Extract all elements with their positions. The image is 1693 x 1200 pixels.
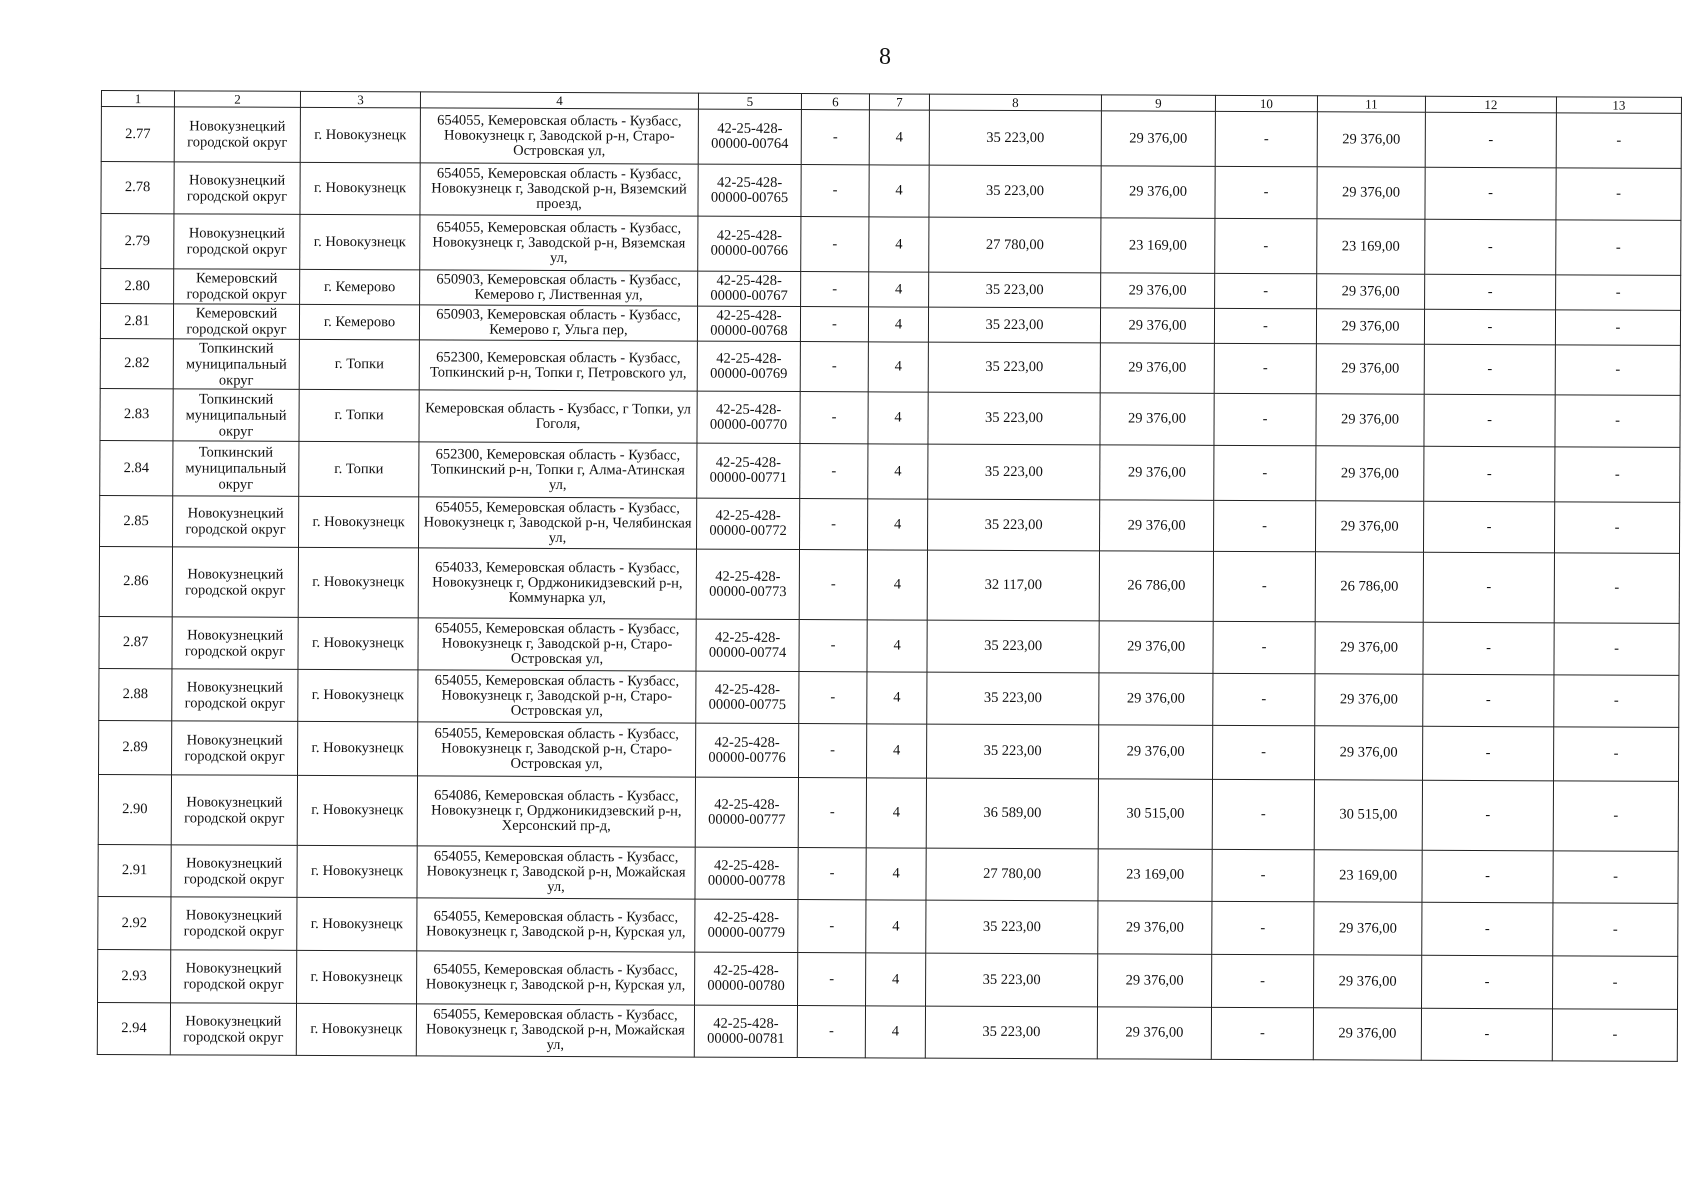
col10-cell: - xyxy=(1214,445,1316,500)
row-number: 2.84 xyxy=(100,440,173,495)
col13-cell: - xyxy=(1553,903,1678,957)
col9-value-cell: 29 376,00 xyxy=(1098,901,1212,954)
city-cell: г. Новокузнецк xyxy=(298,547,418,618)
address-cell: 654055, Кемеровская область - Кузбасс, Новокузнецк г, Заводской р-н, Старо-Островская ул, xyxy=(420,108,698,164)
municipality-cell: Новокузнецкий городской округ xyxy=(172,721,298,776)
col9-value-cell: 29 376,00 xyxy=(1100,445,1214,500)
col11-value-cell: 29 376,00 xyxy=(1315,622,1423,674)
city-cell: г. Новокузнецк xyxy=(300,107,420,163)
col8-value-cell: 35 223,00 xyxy=(925,1006,1097,1059)
col10-cell: - xyxy=(1215,111,1317,166)
address-cell: 654055, Кемеровская область - Кузбасс, Новокузнецк г, Заводской р-н, Вяземская ул, xyxy=(420,215,698,271)
municipality-cell: Новокузнецкий городской округ xyxy=(171,845,297,898)
col11-value-cell: 29 376,00 xyxy=(1316,446,1424,501)
col8-value-cell: 27 780,00 xyxy=(926,848,1098,901)
col9-value-cell: 29 376,00 xyxy=(1097,1007,1211,1059)
table-row xyxy=(99,616,1679,675)
col13-cell: - xyxy=(1555,395,1680,448)
address-cell: 654055, Кемеровская область - Кузбасс, Новокузнецк г, Заводской р-н, Вяземский проезд, xyxy=(420,163,698,216)
column-number-header: 9 xyxy=(1101,95,1215,111)
register-table-body xyxy=(97,107,1681,1062)
col8-value-cell: 35 223,00 xyxy=(928,307,1100,343)
col6-cell: - xyxy=(801,272,869,307)
col7-cell: 4 xyxy=(866,953,926,1006)
col7-cell: 4 xyxy=(869,165,929,217)
address-cell: 652300, Кемеровская область - Кузбасс, Топкинский р-н, Топки г, Алма-Атинская ул, xyxy=(419,442,697,498)
col10-cell: - xyxy=(1213,621,1315,673)
address-cell: 650903, Кемеровская область - Кузбасс, Кемерово г, Ульга пер, xyxy=(419,305,697,341)
row-number: 2.88 xyxy=(99,668,172,720)
col7-cell: 4 xyxy=(868,392,928,444)
col6-cell: - xyxy=(799,672,867,724)
col13-cell: - xyxy=(1556,220,1681,276)
object-code-cell: 42-25-428-00000-00768 xyxy=(697,306,800,341)
address-cell: 654055, Кемеровская область - Кузбасс, Новокузнецк г, Заводской р-н, Можайская ул, xyxy=(417,846,695,899)
table-row xyxy=(99,668,1679,727)
row-number: 2.86 xyxy=(99,546,172,616)
municipality-cell: Топкинский муниципальный округ xyxy=(173,441,299,497)
table-row xyxy=(100,388,1680,447)
col13-cell: - xyxy=(1555,447,1680,503)
column-number-header: 13 xyxy=(1556,97,1681,114)
col10-cell: - xyxy=(1214,343,1316,393)
col11-value-cell: 29 376,00 xyxy=(1316,394,1424,446)
col13-cell: - xyxy=(1553,781,1678,852)
page-number: 8 xyxy=(879,44,891,70)
col9-value-cell: 29 376,00 xyxy=(1101,111,1215,166)
address-cell: 654055, Кемеровская область - Кузбасс, Новокузнецк г, Заводской р-н, Можайская ул, xyxy=(416,1004,694,1057)
row-number: 2.79 xyxy=(101,214,174,269)
city-cell: г. Новокузнецк xyxy=(297,897,417,951)
object-code-cell: 42-25-428-00000-00778 xyxy=(695,847,798,899)
col13-cell: - xyxy=(1554,502,1679,554)
col7-cell: 4 xyxy=(867,620,927,672)
col8-value-cell: 35 223,00 xyxy=(929,110,1101,166)
col6-cell: - xyxy=(799,620,867,672)
col10-cell: - xyxy=(1211,1007,1313,1059)
col6-cell: - xyxy=(799,724,867,778)
col7-cell: 4 xyxy=(867,672,927,724)
col9-value-cell: 29 376,00 xyxy=(1099,621,1213,673)
municipality-cell: Новокузнецкий городской округ xyxy=(170,1003,296,1056)
col8-value-cell: 35 223,00 xyxy=(929,165,1101,218)
col8-value-cell: 35 223,00 xyxy=(927,672,1099,725)
col9-value-cell: 29 376,00 xyxy=(1101,273,1215,308)
col9-value-cell: 30 515,00 xyxy=(1098,779,1212,849)
table-row xyxy=(98,949,1678,1009)
city-cell: г. Новокузнецк xyxy=(297,950,417,1004)
col9-value-cell: 29 376,00 xyxy=(1099,673,1213,725)
column-number-header: 7 xyxy=(869,94,929,110)
municipality-cell: Новокузнецкий городской округ xyxy=(171,775,297,846)
col12-cell: - xyxy=(1424,309,1555,345)
col8-value-cell: 35 223,00 xyxy=(927,724,1099,779)
col7-cell: 4 xyxy=(867,550,927,620)
city-cell: г. Топки xyxy=(299,339,419,390)
city-cell: г. Новокузнецк xyxy=(297,775,417,846)
address-cell: 654055, Кемеровская область - Кузбасс, Новокузнецк г, Заводской р-н, Старо-Островская ул, xyxy=(418,618,696,671)
col9-value-cell: 23 169,00 xyxy=(1101,218,1215,273)
col10-cell: - xyxy=(1215,273,1317,308)
object-code-cell: 42-25-428-00000-00775 xyxy=(696,671,799,723)
col13-cell: - xyxy=(1554,623,1679,676)
col13-cell: - xyxy=(1556,275,1681,311)
object-code-cell: 42-25-428-00000-00774 xyxy=(696,619,799,671)
col7-cell: 4 xyxy=(868,499,928,550)
col6-cell: - xyxy=(797,1006,865,1058)
object-code-cell: 42-25-428-00000-00780 xyxy=(695,952,798,1005)
col12-cell: - xyxy=(1425,274,1556,310)
object-code-cell: 42-25-428-00000-00773 xyxy=(696,549,799,619)
col7-cell: 4 xyxy=(869,272,929,307)
column-number-header: 6 xyxy=(801,94,869,110)
address-cell: 654055, Кемеровская область - Кузбасс, Новокузнецк г, Заводской р-н, Курская ул, xyxy=(417,951,695,1005)
row-number: 2.89 xyxy=(99,720,172,774)
object-code-cell: 42-25-428-00000-00766 xyxy=(698,216,801,271)
table-row xyxy=(98,896,1678,956)
col11-value-cell: 26 786,00 xyxy=(1315,552,1423,622)
col7-cell: 4 xyxy=(868,307,928,342)
table-row xyxy=(101,107,1681,169)
address-cell: 650903, Кемеровская область - Кузбасс, Кемерово г, Лиственная ул, xyxy=(420,270,698,306)
table-row xyxy=(99,546,1679,623)
municipality-cell: Новокузнецкий городской округ xyxy=(174,162,300,215)
table-row xyxy=(100,495,1680,553)
object-code-cell: 42-25-428-00000-00769 xyxy=(697,341,800,391)
col10-cell: - xyxy=(1215,218,1317,273)
city-cell: г. Новокузнецк xyxy=(300,214,420,270)
city-cell: г. Новокузнецк xyxy=(299,496,419,548)
col7-cell: 4 xyxy=(866,778,926,848)
col6-cell: - xyxy=(800,392,868,444)
col6-cell: - xyxy=(801,110,869,165)
col12-cell: - xyxy=(1425,167,1556,220)
col6-cell: - xyxy=(800,499,868,550)
col13-cell: - xyxy=(1553,956,1678,1010)
col12-cell: - xyxy=(1423,622,1554,675)
col8-value-cell: 35 223,00 xyxy=(928,499,1100,551)
municipality-cell: Кемеровский городской округ xyxy=(174,269,300,305)
row-number: 2.81 xyxy=(100,304,173,339)
municipality-cell: Топкинский муниципальный округ xyxy=(173,339,299,390)
col11-value-cell: 29 376,00 xyxy=(1316,344,1424,394)
municipality-cell: Топкинский муниципальный округ xyxy=(173,389,299,442)
col10-cell: - xyxy=(1212,849,1314,901)
col10-cell: - xyxy=(1213,551,1315,621)
col10-cell: - xyxy=(1212,954,1314,1007)
column-number-header: 3 xyxy=(300,91,420,108)
col8-value-cell: 35 223,00 xyxy=(926,900,1098,954)
city-cell: г. Новокузнецк xyxy=(298,721,418,776)
col7-cell: 4 xyxy=(866,900,926,953)
column-number-header: 5 xyxy=(698,93,801,109)
col13-cell: - xyxy=(1555,345,1680,396)
col10-cell: - xyxy=(1214,308,1316,343)
object-code-cell: 42-25-428-00000-00771 xyxy=(697,443,800,498)
col13-cell: - xyxy=(1555,310,1680,346)
row-number: 2.85 xyxy=(100,495,173,546)
column-number-header: 8 xyxy=(929,94,1101,111)
column-number-header: 10 xyxy=(1215,95,1317,111)
city-cell: г. Новокузнецк xyxy=(298,669,418,722)
col13-cell: - xyxy=(1554,553,1679,624)
col11-value-cell: 29 376,00 xyxy=(1315,501,1423,552)
col6-cell: - xyxy=(800,342,868,392)
table-row xyxy=(100,338,1680,395)
object-code-cell: 42-25-428-00000-00772 xyxy=(697,498,800,549)
col6-cell: - xyxy=(800,307,868,342)
col7-cell: 4 xyxy=(868,342,928,392)
col9-value-cell: 29 376,00 xyxy=(1100,308,1214,343)
col7-cell: 4 xyxy=(867,724,927,778)
col7-cell: 4 xyxy=(868,444,928,499)
col8-value-cell: 27 780,00 xyxy=(929,217,1101,273)
row-number: 2.87 xyxy=(99,616,172,668)
object-code-cell: 42-25-428-00000-00770 xyxy=(697,391,800,443)
col12-cell: - xyxy=(1424,344,1555,395)
col12-cell: - xyxy=(1422,902,1553,956)
address-cell: 654033, Кемеровская область - Кузбасс, Новокузнецк г, Орджоникидзевский р-н, Коммунарка ул, xyxy=(418,548,696,619)
col11-value-cell: 29 376,00 xyxy=(1317,112,1425,167)
col12-cell: - xyxy=(1425,219,1556,275)
municipality-cell: Новокузнецкий городской округ xyxy=(172,617,298,670)
address-cell: 652300, Кемеровская область - Кузбасс, Топкинский р-н, Топки г, Петровского ул, xyxy=(419,340,697,391)
municipality-cell: Новокузнецкий городской округ xyxy=(172,547,298,618)
row-number: 2.80 xyxy=(101,269,174,304)
col10-cell: - xyxy=(1214,393,1316,445)
municipality-cell: Новокузнецкий городской округ xyxy=(171,897,297,951)
col9-value-cell: 29 376,00 xyxy=(1100,393,1214,445)
address-cell: Кемеровская область - Кузбасс, г Топки, ул Гоголя, xyxy=(419,390,697,443)
col11-value-cell: 29 376,00 xyxy=(1313,1008,1421,1060)
register-table-container xyxy=(97,90,1682,1062)
col6-cell: - xyxy=(801,165,869,217)
col9-value-cell: 29 376,00 xyxy=(1101,166,1215,218)
col9-value-cell: 23 169,00 xyxy=(1098,849,1212,901)
col10-cell: - xyxy=(1215,166,1317,218)
col11-value-cell: 29 376,00 xyxy=(1316,309,1424,344)
municipality-cell: Новокузнецкий городской округ xyxy=(174,107,300,163)
col13-cell: - xyxy=(1552,1009,1677,1062)
col6-cell: - xyxy=(798,900,866,953)
col9-value-cell: 26 786,00 xyxy=(1099,551,1213,621)
object-code-cell: 42-25-428-00000-00765 xyxy=(698,164,801,216)
col9-value-cell: 29 376,00 xyxy=(1099,500,1213,551)
col12-cell: - xyxy=(1423,726,1554,781)
city-cell: г. Кемерово xyxy=(300,269,420,305)
table-row xyxy=(98,844,1678,903)
col10-cell: - xyxy=(1212,901,1314,954)
col12-cell: - xyxy=(1423,552,1554,623)
row-number: 2.77 xyxy=(101,107,174,162)
municipality-cell: Кемеровский городской округ xyxy=(173,304,299,340)
col12-cell: - xyxy=(1423,501,1554,553)
col12-cell: - xyxy=(1424,446,1555,502)
city-cell: г. Топки xyxy=(299,389,419,442)
row-number: 2.94 xyxy=(97,1002,170,1054)
row-number: 2.91 xyxy=(98,844,171,896)
col12-cell: - xyxy=(1424,394,1555,447)
col8-value-cell: 35 223,00 xyxy=(926,953,1098,1007)
col11-value-cell: 29 376,00 xyxy=(1314,955,1422,1008)
col12-cell: - xyxy=(1422,780,1553,851)
col10-cell: - xyxy=(1212,779,1314,849)
row-number: 2.93 xyxy=(98,949,171,1002)
col12-cell: - xyxy=(1425,112,1556,168)
col8-value-cell: 35 223,00 xyxy=(929,272,1101,308)
col10-cell: - xyxy=(1213,673,1315,725)
column-number-header: 2 xyxy=(174,91,300,108)
col12-cell: - xyxy=(1423,674,1554,727)
object-code-cell: 42-25-428-00000-00764 xyxy=(698,109,801,164)
column-number-header: 11 xyxy=(1317,96,1425,112)
col12-cell: - xyxy=(1422,850,1553,903)
object-code-cell: 42-25-428-00000-00777 xyxy=(695,777,798,847)
municipality-cell: Новокузнецкий городской округ xyxy=(173,496,299,548)
col11-value-cell: 29 376,00 xyxy=(1317,167,1425,219)
city-cell: г. Новокузнецк xyxy=(298,617,418,670)
column-number-header: 4 xyxy=(420,92,698,109)
col7-cell: 4 xyxy=(869,217,929,272)
city-cell: г. Новокузнецк xyxy=(300,162,420,215)
col13-cell: - xyxy=(1554,675,1679,728)
col6-cell: - xyxy=(799,550,867,620)
row-number: 2.78 xyxy=(101,162,174,214)
table-row xyxy=(101,214,1681,276)
col6-cell: - xyxy=(798,848,866,900)
table-row xyxy=(101,162,1681,221)
object-code-cell: 42-25-428-00000-00767 xyxy=(698,271,801,306)
col6-cell: - xyxy=(800,444,868,499)
column-number-header: 12 xyxy=(1425,96,1556,113)
table-row xyxy=(98,774,1678,851)
col7-cell: 4 xyxy=(866,848,926,900)
col11-value-cell: 29 376,00 xyxy=(1315,674,1423,726)
col9-value-cell: 29 376,00 xyxy=(1099,725,1213,779)
object-code-cell: 42-25-428-00000-00779 xyxy=(695,899,798,952)
table-row xyxy=(99,720,1679,781)
col11-value-cell: 29 376,00 xyxy=(1314,902,1422,955)
col13-cell: - xyxy=(1556,113,1681,169)
city-cell: г. Новокузнецк xyxy=(296,1003,416,1056)
row-number: 2.82 xyxy=(100,338,173,388)
row-number: 2.83 xyxy=(100,388,173,440)
municipality-cell: Новокузнецкий городской округ xyxy=(174,214,300,270)
col12-cell: - xyxy=(1421,1008,1552,1061)
row-number: 2.92 xyxy=(98,896,171,949)
table-row xyxy=(100,440,1680,502)
col10-cell: - xyxy=(1213,725,1315,779)
table-row xyxy=(97,1002,1677,1061)
col8-value-cell: 36 589,00 xyxy=(926,778,1098,849)
register-table xyxy=(97,90,1682,1062)
col11-value-cell: 29 376,00 xyxy=(1315,726,1423,780)
col12-cell: - xyxy=(1422,955,1553,1009)
column-number-header: 1 xyxy=(101,91,174,107)
col11-value-cell: 23 169,00 xyxy=(1317,219,1425,274)
col6-cell: - xyxy=(798,953,866,1006)
address-cell: 654055, Кемеровская область - Кузбасс, Новокузнецк г, Заводской р-н, Курская ул, xyxy=(417,898,695,952)
col6-cell: - xyxy=(798,778,866,848)
col6-cell: - xyxy=(801,217,869,272)
col9-value-cell: 29 376,00 xyxy=(1100,343,1214,393)
col13-cell: - xyxy=(1556,168,1681,221)
col8-value-cell: 35 223,00 xyxy=(927,620,1099,673)
col7-cell: 4 xyxy=(869,110,929,165)
city-cell: г. Новокузнецк xyxy=(297,845,417,898)
municipality-cell: Новокузнецкий городской округ xyxy=(171,950,297,1004)
city-cell: г. Топки xyxy=(299,441,419,497)
city-cell: г. Кемерово xyxy=(299,304,419,340)
col8-value-cell: 35 223,00 xyxy=(928,392,1100,445)
col8-value-cell: 35 223,00 xyxy=(928,342,1100,393)
col10-cell: - xyxy=(1213,500,1315,551)
col7-cell: 4 xyxy=(865,1006,925,1058)
col11-value-cell: 29 376,00 xyxy=(1317,274,1425,309)
municipality-cell: Новокузнецкий городской округ xyxy=(172,669,298,722)
row-number: 2.90 xyxy=(98,774,171,844)
address-cell: 654055, Кемеровская область - Кузбасс, Новокузнецк г, Заводской р-н, Челябинская ул, xyxy=(419,497,697,549)
col13-cell: - xyxy=(1553,851,1678,904)
address-cell: 654055, Кемеровская область - Кузбасс, Новокузнецк г, Заводской р-н, Старо-Островская ул, xyxy=(418,722,696,777)
address-cell: 654086, Кемеровская область - Кузбасс, Новокузнецк г, Орджоникидзевский р-н, Херсонский пр-д, xyxy=(417,776,695,847)
col9-value-cell: 29 376,00 xyxy=(1098,954,1212,1007)
address-cell: 654055, Кемеровская область - Кузбасс, Новокузнецк г, Заводской р-н, Старо-Островская ул, xyxy=(418,670,696,723)
col13-cell: - xyxy=(1553,727,1678,782)
col11-value-cell: 30 515,00 xyxy=(1314,780,1422,850)
object-code-cell: 42-25-428-00000-00781 xyxy=(694,1005,797,1057)
col8-value-cell: 35 223,00 xyxy=(928,444,1100,500)
object-code-cell: 42-25-428-00000-00776 xyxy=(696,723,799,777)
col11-value-cell: 23 169,00 xyxy=(1314,850,1422,902)
col8-value-cell: 32 117,00 xyxy=(927,550,1099,621)
